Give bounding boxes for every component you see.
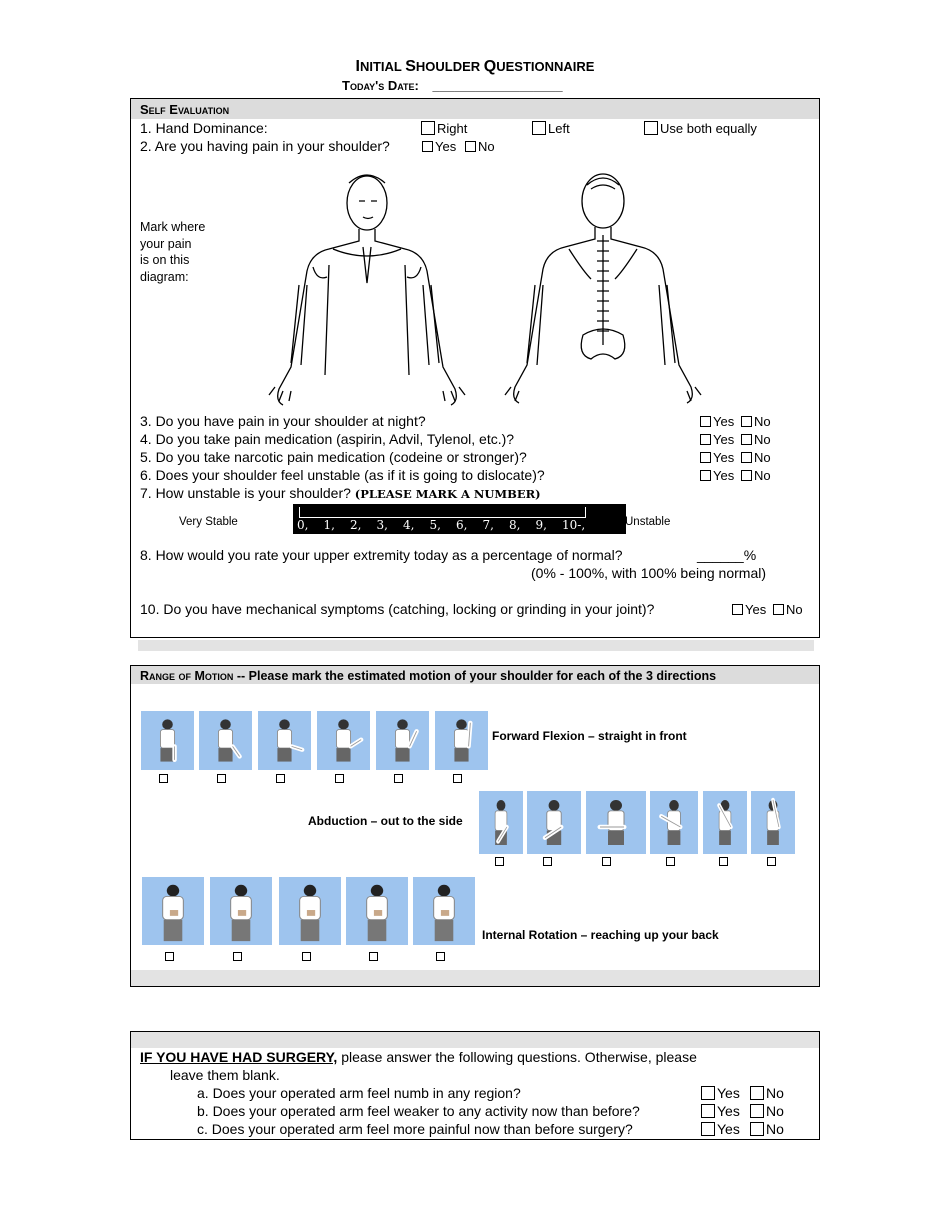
checkbox-q2-yes[interactable] bbox=[422, 141, 433, 152]
checkbox-q10-no[interactable] bbox=[773, 604, 784, 615]
checkbox-both[interactable] bbox=[644, 121, 658, 135]
scale-number-6[interactable]: 6, bbox=[456, 518, 468, 532]
q6-yes[interactable]: Yes bbox=[700, 468, 734, 483]
abd-checkbox-3[interactable] bbox=[602, 857, 611, 866]
scale-right-label: Unstable bbox=[625, 516, 671, 528]
range-of-motion-heading: Range of Motion -- Please mark the estimated motion of your shoulder for each of the 3 directions bbox=[140, 669, 717, 683]
abd-photo-4 bbox=[650, 791, 698, 854]
scale-number-3[interactable]: 3, bbox=[376, 518, 388, 532]
question-hand-dominance: 1. Hand Dominance: bbox=[140, 120, 268, 136]
abd-photo-5 bbox=[703, 791, 747, 854]
flex-photo-5 bbox=[376, 711, 429, 770]
q10-no[interactable]: No bbox=[773, 602, 803, 617]
qc-no[interactable]: No bbox=[750, 1121, 784, 1137]
qb-no[interactable]: No bbox=[750, 1103, 784, 1119]
back-body-figure bbox=[505, 174, 701, 403]
rot-photo-2 bbox=[210, 877, 272, 945]
scale-ticks bbox=[299, 507, 586, 518]
body-pain-diagram[interactable] bbox=[263, 165, 703, 415]
q10-yes[interactable]: Yes bbox=[732, 602, 766, 617]
checkbox-q4-yes[interactable] bbox=[700, 434, 711, 445]
instability-scale[interactable] bbox=[293, 504, 626, 534]
scale-number-7[interactable]: 7, bbox=[482, 518, 494, 532]
q3-no[interactable]: No bbox=[741, 414, 771, 429]
flex-photo-6 bbox=[435, 711, 488, 770]
checkbox-qb-no[interactable] bbox=[750, 1104, 764, 1118]
abd-checkbox-6[interactable] bbox=[767, 857, 776, 866]
checkbox-q3-yes[interactable] bbox=[700, 416, 711, 427]
diagram-label: Mark where your pain is on this diagram: bbox=[140, 220, 206, 284]
option-left[interactable]: Left bbox=[532, 121, 570, 136]
q6-no[interactable]: No bbox=[741, 468, 771, 483]
abd-photo-2 bbox=[527, 791, 581, 854]
flex-checkbox-5[interactable] bbox=[394, 774, 403, 783]
internal-rotation-label: Internal Rotation – reaching up your back bbox=[482, 928, 719, 942]
question-how-unstable: 7. How unstable is your shoulder? (PLEASE MARK A NUMBER) bbox=[140, 485, 541, 501]
abd-photo-3 bbox=[586, 791, 646, 854]
question-mechanical: 10. Do you have mechanical symptoms (catching, locking or grinding in your joint)? bbox=[140, 601, 655, 617]
scale-number-9[interactable]: 9, bbox=[535, 518, 547, 532]
option-both[interactable]: Use both equally bbox=[644, 121, 757, 136]
rot-photo-5 bbox=[413, 877, 475, 945]
forward-flexion-label: Forward Flexion – straight in front bbox=[492, 729, 687, 743]
checkbox-right[interactable] bbox=[421, 121, 435, 135]
checkbox-q5-yes[interactable] bbox=[700, 452, 711, 463]
flex-photo-3 bbox=[258, 711, 311, 770]
flex-checkbox-6[interactable] bbox=[453, 774, 462, 783]
page-title: INITIAL SHOULDER QUESTIONNAIRE bbox=[355, 58, 595, 75]
checkbox-qc-yes[interactable] bbox=[701, 1122, 715, 1136]
range-of-motion-section bbox=[130, 665, 820, 987]
rot-checkbox-3[interactable] bbox=[302, 952, 311, 961]
abduction-label: Abduction – out to the side bbox=[308, 814, 463, 828]
question-narcotic: 5. Do you take narcotic pain medication (codeine or stronger)? bbox=[140, 449, 527, 465]
flex-photo-4 bbox=[317, 711, 370, 770]
scale-number-4[interactable]: 4, bbox=[403, 518, 415, 532]
rot-photo-1 bbox=[142, 877, 204, 945]
flex-photo-2 bbox=[199, 711, 252, 770]
abd-checkbox-1[interactable] bbox=[495, 857, 504, 866]
q2-no[interactable]: No bbox=[465, 139, 495, 154]
q2-yes[interactable]: Yes bbox=[422, 139, 456, 154]
checkbox-q5-no[interactable] bbox=[741, 452, 752, 463]
flex-checkbox-3[interactable] bbox=[276, 774, 285, 783]
question-percent-normal: 8. How would you rate your upper extremity today as a percentage of normal? bbox=[140, 547, 623, 563]
checkbox-qa-no[interactable] bbox=[750, 1086, 764, 1100]
scale-number-0[interactable]: 0, bbox=[297, 518, 309, 532]
percent-normal-field[interactable]: ______% bbox=[697, 547, 757, 563]
front-body-figure bbox=[269, 175, 465, 405]
checkbox-qc-no[interactable] bbox=[750, 1122, 764, 1136]
rot-photo-3 bbox=[279, 877, 341, 945]
checkbox-left[interactable] bbox=[532, 121, 546, 135]
checkbox-q2-no[interactable] bbox=[465, 141, 476, 152]
q5-yes[interactable]: Yes bbox=[700, 450, 734, 465]
checkbox-qa-yes[interactable] bbox=[701, 1086, 715, 1100]
flex-checkbox-2[interactable] bbox=[217, 774, 226, 783]
rot-checkbox-5[interactable] bbox=[436, 952, 445, 961]
q5-no[interactable]: No bbox=[741, 450, 771, 465]
abd-checkbox-4[interactable] bbox=[666, 857, 675, 866]
checkbox-q3-no[interactable] bbox=[741, 416, 752, 427]
checkbox-q6-yes[interactable] bbox=[700, 470, 711, 481]
surgery-instruction-cont: leave them blank. bbox=[170, 1067, 280, 1083]
surgery-section bbox=[130, 1031, 820, 1140]
question-numb: a. Does your operated arm feel numb in any region? bbox=[197, 1085, 521, 1101]
qb-yes[interactable]: Yes bbox=[701, 1103, 740, 1119]
scale-number-5[interactable]: 5, bbox=[429, 518, 441, 532]
scale-number-2[interactable]: 2, bbox=[350, 518, 362, 532]
self-evaluation-heading: Self Evaluation bbox=[140, 102, 230, 117]
q3-yes[interactable]: Yes bbox=[700, 414, 734, 429]
flex-checkbox-4[interactable] bbox=[335, 774, 344, 783]
question-pain: 2. Are you having pain in your shoulder? bbox=[140, 138, 390, 154]
question-unstable: 6. Does your shoulder feel unstable (as if it is going to dislocate)? bbox=[140, 467, 545, 483]
abd-photo-1 bbox=[479, 791, 523, 854]
rot-checkbox-4[interactable] bbox=[369, 952, 378, 961]
surgery-instruction: IF YOU HAVE HAD SURGERY, please answer the following questions. Otherwise, please bbox=[140, 1049, 697, 1065]
qc-yes[interactable]: Yes bbox=[701, 1121, 740, 1137]
question-pain-medication: 4. Do you take pain medication (aspirin, Advil, Tylenol, etc.)? bbox=[140, 431, 515, 447]
rot-checkbox-2[interactable] bbox=[233, 952, 242, 961]
date-row bbox=[342, 78, 563, 93]
question-night-pain: 3. Do you have pain in your shoulder at night? bbox=[140, 413, 426, 429]
checkbox-q4-no[interactable] bbox=[741, 434, 752, 445]
self-evaluation-section bbox=[130, 98, 820, 638]
abd-photo-6 bbox=[751, 791, 795, 854]
checkbox-qb-yes[interactable] bbox=[701, 1104, 715, 1118]
date-field[interactable]: __________________ bbox=[432, 78, 563, 93]
q4-no[interactable]: No bbox=[741, 432, 771, 447]
section-divider bbox=[138, 640, 814, 651]
scale-number-1[interactable]: 1, bbox=[323, 518, 335, 532]
question-more-painful: c. Does your operated arm feel more painful now than before surgery? bbox=[197, 1121, 633, 1137]
qa-no[interactable]: No bbox=[750, 1085, 784, 1101]
question-weaker: b. Does your operated arm feel weaker to any activity now than before? bbox=[197, 1103, 640, 1119]
flex-photo-1 bbox=[141, 711, 194, 770]
scale-left-label: Very Stable bbox=[179, 516, 238, 528]
checkbox-q10-yes[interactable] bbox=[732, 604, 743, 615]
date-label: Today's Date: bbox=[342, 78, 419, 93]
scale-number-10[interactable]: 10-, bbox=[562, 518, 586, 532]
checkbox-q6-no[interactable] bbox=[741, 470, 752, 481]
abd-checkbox-5[interactable] bbox=[719, 857, 728, 866]
qa-yes[interactable]: Yes bbox=[701, 1085, 740, 1101]
abd-checkbox-2[interactable] bbox=[543, 857, 552, 866]
flex-checkbox-1[interactable] bbox=[159, 774, 168, 783]
rot-photo-4 bbox=[346, 877, 408, 945]
percent-normal-note: (0% - 100%, with 100% being normal) bbox=[531, 565, 767, 581]
rot-checkbox-1[interactable] bbox=[165, 952, 174, 961]
q4-yes[interactable]: Yes bbox=[700, 432, 734, 447]
option-right[interactable]: Right bbox=[421, 121, 467, 136]
scale-number-8[interactable]: 8, bbox=[509, 518, 521, 532]
